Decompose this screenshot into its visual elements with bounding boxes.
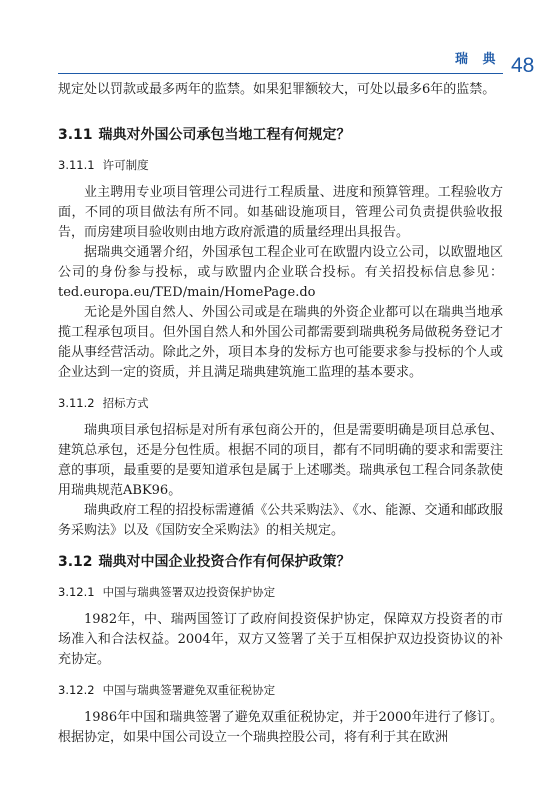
section-title: 瑞典对外国公司承包当地工程有何规定？ <box>98 127 351 143</box>
running-header-country: 瑞 典 <box>455 52 501 67</box>
page-number: 48 <box>511 54 535 77</box>
continued-paragraph: 规定处以罚款或最多两年的监禁。如果犯罪额较大，可处以最多6年的监禁。 <box>58 82 496 97</box>
subsection-number: 3.11.2 <box>58 396 95 410</box>
subsection-heading-3-11-1 <box>58 155 503 175</box>
body-paragraph: 1986年中国和瑞典签署了避免双重征税协定，并于2000年进行了修订。根据协定，如果中国公司设立一个瑞典控股公司，将有利于其在欧洲 <box>58 710 503 745</box>
body-paragraph: 无论是外国自然人、外国公司或是在瑞典的外资企业都可以在瑞典当地承揽工程承包项目。但外国自然人和外国公司都需要到瑞典税务局做税务登记才能从事经营活动。除此之外，项目本身的发标方也可能要求参与投标的个人或企业达到一定的资质，并且满足瑞典建筑施工监理的基本要求。 <box>58 305 503 380</box>
section-number: 3.12 <box>58 554 93 570</box>
header-rule <box>58 73 503 74</box>
subsection-title: 许可制度 <box>102 158 149 172</box>
section-heading-3-12 <box>58 551 503 573</box>
section-number: 3.11 <box>58 127 93 143</box>
subsection-number: 3.12.2 <box>58 683 95 697</box>
page-body <box>58 80 503 748</box>
subsection-title: 招标方式 <box>102 396 149 410</box>
subsection-title: 中国与瑞典签署避免双重征税协定 <box>102 683 276 697</box>
section-title: 瑞典对中国企业投资合作有何保护政策？ <box>98 554 351 570</box>
subsection-heading-3-12-2 <box>58 680 503 700</box>
subsection-title: 中国与瑞典签署双边投资保护协定 <box>102 585 276 599</box>
subsection-number: 3.12.1 <box>58 585 95 599</box>
body-paragraph: 据瑞典交通署介绍，外国承包工程企业可在欧盟内设立公司，以欧盟地区公司的身份参与投标，或与欧盟内企业联合投标。有关招投标信息参见：ted.europa.eu/TED/main/HomePage.do <box>58 245 503 300</box>
subsection-heading-3-11-2 <box>58 393 503 413</box>
subsection-number: 3.11.1 <box>58 158 95 172</box>
body-paragraph: 瑞典项目承包招标是对所有承包商公开的，但是需要明确是项目总承包、建筑总承包，还是分包性质。根据不同的项目，都有不同明确的要求和需要注意的事项，最重要的是要知道承包是属于上述哪类。瑞典承包工程合同条款使用瑞典规范ABK96。 <box>58 423 503 498</box>
subsection-heading-3-12-1 <box>58 582 503 602</box>
section-heading-3-11 <box>58 124 503 146</box>
body-paragraph: 1982年，中、瑞两国签订了政府间投资保护协定，保障双方投资者的市场准入和合法权益。2004年，双方又签署了关于互相保护双边投资协议的补充协定。 <box>58 612 503 667</box>
body-paragraph: 业主聘用专业项目管理公司进行工程质量、进度和预算管理。工程验收方面，不同的项目做法有所不同。如基础设施项目，管理公司负责提供验收报告，而房建项目验收则由地方政府派遣的质量经理出具报告。 <box>58 185 503 240</box>
body-paragraph: 瑞典政府工程的招投标需遵循《公共采购法》、《水、能源、交通和邮政服务采购法》以及《国防安全采购法》的相关规定。 <box>58 503 503 538</box>
